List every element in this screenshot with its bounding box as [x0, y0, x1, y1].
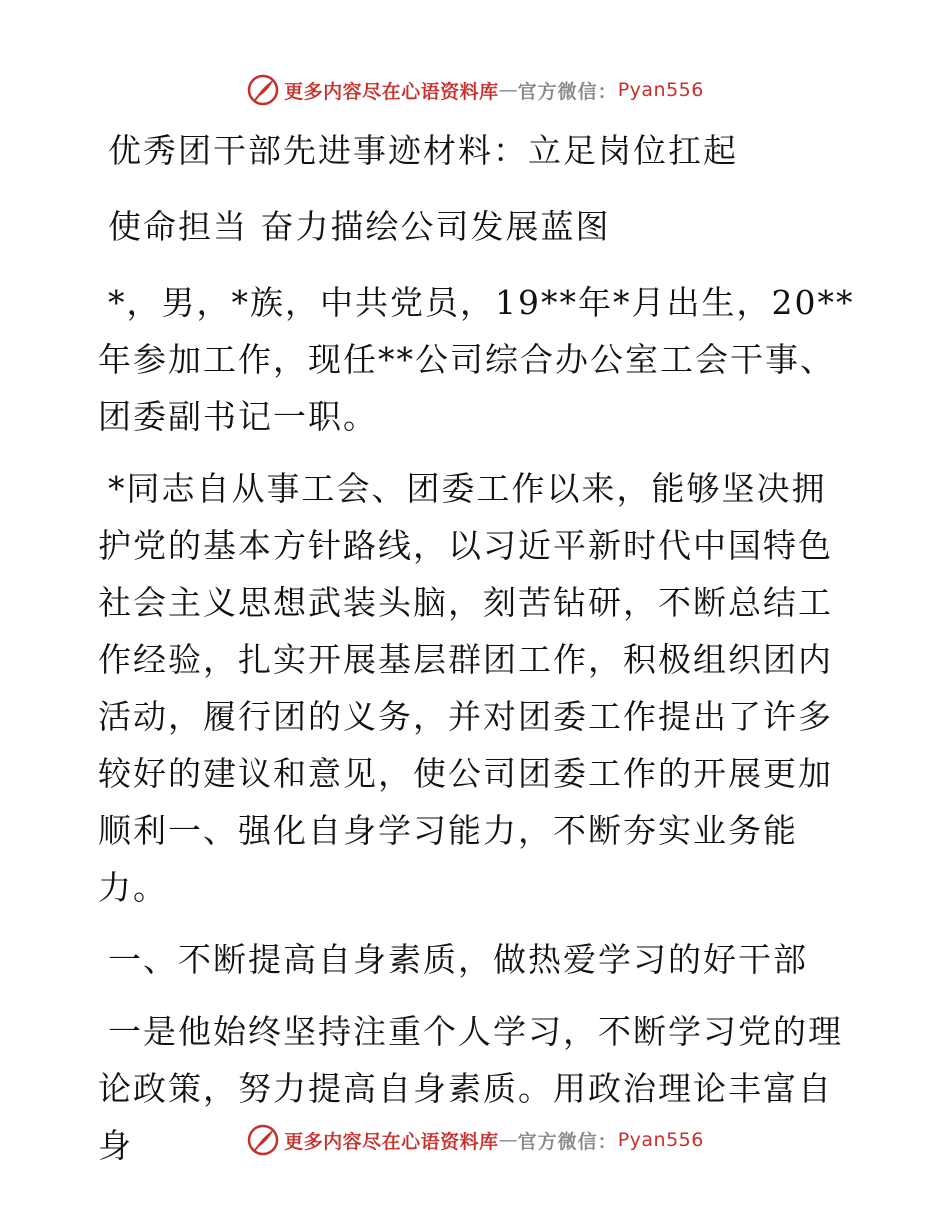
watermark-dash: —	[498, 1129, 518, 1151]
pen-feather-logo-icon	[246, 1123, 280, 1157]
watermark-account: Pyan556	[617, 1129, 704, 1151]
document-title-line-1: 优秀团干部先进事迹材料：立足岗位扛起	[108, 131, 738, 170]
watermark-main-text: 更多内容尽在心语资料库	[284, 1130, 499, 1153]
document-title-line-2: 使命担当 奋力描绘公司发展蓝图	[108, 207, 611, 246]
watermark-label: 官方微信：	[517, 80, 618, 103]
pen-feather-logo-icon	[246, 73, 280, 107]
watermark-banner-bottom	[0, 1120, 950, 1160]
section-heading-1: 一、不断提高自身素质，做热爱学习的好干部	[108, 940, 808, 979]
paragraph-study: 一是他始终坚持注重个人学习，不断学习党的理论政策，努力提高自身素质。用政治理论丰富自身	[98, 1012, 843, 1165]
watermark-label: 官方微信：	[517, 1130, 618, 1153]
watermark-main-text: 更多内容尽在心语资料库	[284, 80, 499, 103]
watermark-account: Pyan556	[617, 79, 704, 101]
watermark-banner-top	[0, 70, 950, 110]
paragraph-summary: *同志自从事工会、团委工作以来，能够坚决拥护党的基本方针路线，以习近平新时代中国特色社会主义思想武装头脑，刻苦钻研，不断总结工作经验，扎实开展基层群团工作，积极组织团内活动，履行团的义务，并对团委工作提出了许多较好的建议和意见，使公司团委工作的开展更加顺利一、强化自身学习能力，不断夯实业务能力。	[98, 469, 833, 907]
watermark-dash: —	[498, 79, 518, 101]
paragraph-profile: *，男，*族，中共党员，19**年*月出生，20**年参加工作，现任**公司综合办公室工会干事、团委副书记一职。	[98, 283, 855, 436]
document-body	[98, 122, 858, 1189]
